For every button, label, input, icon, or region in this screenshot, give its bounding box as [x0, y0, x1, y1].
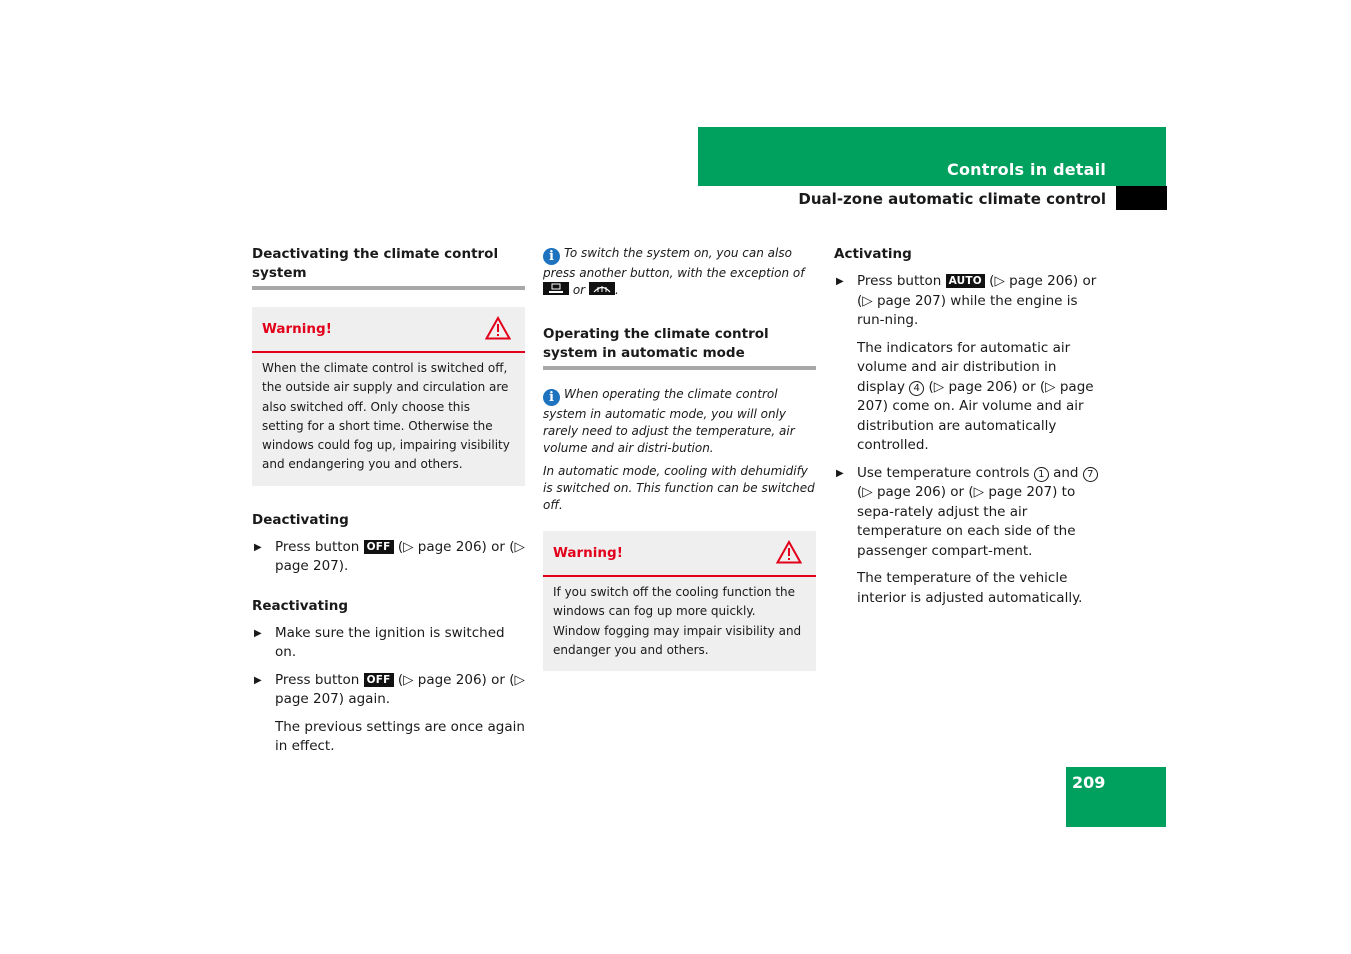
- info-icon: i: [543, 248, 560, 265]
- reactivating-result: The previous settings are once again in effect.: [275, 718, 525, 755]
- heading-automatic-mode: Operating the climate control system in automatic mode: [543, 326, 769, 361]
- defrost-button-icon: [589, 282, 615, 295]
- off-button-icon: OFF: [364, 673, 394, 687]
- bullet-triangle-icon: ▶: [254, 541, 262, 553]
- warning-header: [543, 531, 816, 577]
- column-automatic-mode: [543, 245, 816, 671]
- step-ignition-on: ▶ Make sure the ignition is switched on.: [254, 624, 505, 661]
- off-button-icon: OFF: [364, 540, 394, 554]
- info-note-switch-on: i To switch the system on, you can also press another button, with the exception of or .: [543, 246, 805, 297]
- callout-number: 7: [1083, 467, 1098, 482]
- warning-box: [252, 307, 525, 486]
- section-marker-tab: [1116, 186, 1167, 210]
- bullet-triangle-icon: ▶: [254, 627, 262, 639]
- heading-deactivating-system: Deactivating the climate control system: [252, 246, 499, 281]
- heading-rule: [252, 286, 525, 290]
- bullet-triangle-icon: ▶: [836, 467, 844, 479]
- callout-number: 4: [909, 381, 924, 396]
- temperature-result: The temperature of the vehicle interior is adjusted automatically.: [857, 570, 1083, 606]
- warning-triangle-icon: [776, 540, 802, 564]
- max-cooling-button-icon: [543, 282, 569, 295]
- page-number: 209: [1072, 773, 1106, 792]
- bullet-triangle-icon: ▶: [836, 276, 844, 287]
- subheading-activating: Activating: [834, 246, 912, 262]
- heading-rule: [543, 366, 816, 370]
- chapter-header-band: [698, 127, 1166, 186]
- step-press-auto: ▶ Press button AUTO (▷ page 206) or (▷ page 207) while the engine is run-ning.: [836, 273, 1097, 328]
- note-dehumidify: In automatic mode, cooling with dehumidify is switched on. This function can be switched off.: [543, 464, 815, 512]
- step-press-off-again: ▶ Press button OFF (▷ page 206) or (▷ page 207) again.: [254, 671, 525, 708]
- warning-text: If you switch off the cooling function the windows can fog up more quickly. Window fogging may impair visibility and endanger you and others.: [553, 585, 802, 657]
- warning-box: [543, 531, 816, 671]
- subheading-deactivating: Deactivating: [252, 511, 349, 528]
- warning-header: [252, 307, 525, 353]
- warning-label: Warning!: [553, 545, 623, 561]
- warning-triangle-icon: [485, 316, 511, 340]
- subheading-reactivating: Reactivating: [252, 597, 349, 614]
- section-title: Dual-zone automatic climate control: [798, 190, 1106, 208]
- warning-text: When the climate control is switched off, the outside air supply and circulation are also switched off. Only choose this setting for a short time. Otherwise the windows could fog up, impairing visibility and endangering you and others.: [262, 361, 510, 472]
- warning-label: Warning!: [262, 321, 332, 337]
- info-icon: i: [543, 389, 560, 406]
- auto-button-icon: AUTO: [946, 274, 985, 288]
- column-activating: [834, 245, 1107, 608]
- bullet-triangle-icon: ▶: [254, 674, 262, 686]
- indicators-description: The indicators for automatic air volume and air distribution in display 4 (▷ page 206) or (▷ page 207) come on. Air volume and air distribution are automatically controlled.: [857, 339, 1094, 453]
- step-press-off: ▶ Press button OFF (▷ page 206) or (▷ page 207).: [254, 538, 525, 575]
- step-temperature-controls: ▶ Use temperature controls 1 and 7 (▷ page 206) or (▷ page 207) to sepa-rately adjust the air temperature on each side of the passenger compart-ment.: [834, 464, 1107, 562]
- page-number-box: [1066, 767, 1166, 827]
- chapter-title: Controls in detail: [947, 160, 1106, 179]
- info-note-automatic-mode: i When operating the climate control system in automatic mode, you will only rarely need to adjust the temperature, air volume and air distri-bution.: [543, 387, 795, 455]
- column-deactivating: [252, 245, 525, 757]
- callout-number: 1: [1034, 467, 1049, 482]
